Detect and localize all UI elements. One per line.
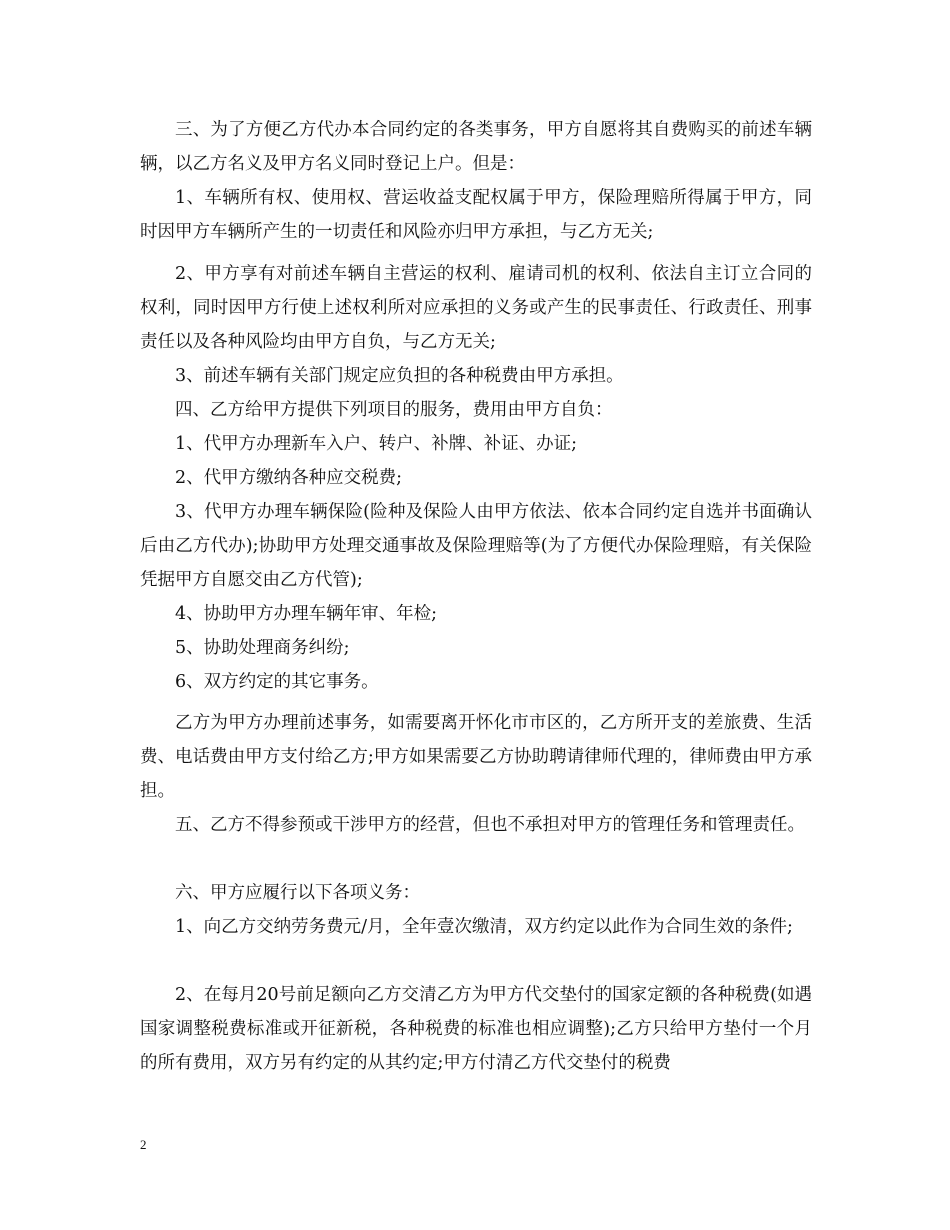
paragraph-clause-4-5: 5、协助处理商务纠纷;	[175, 638, 350, 658]
paragraph-clause-6-2: 2、在每月20号前足额向乙方交清乙方为甲方代交垫付的国家定额的各种税费(如遇国家调整税费标准或开征新税，各种税费的标准也相应调整);乙方只给甲方垫付一个月的所有费用，双方另有约定的从其约定;甲方付清乙方代交垫付的税费	[140, 985, 812, 1073]
paragraph-clause-4-1: 1、代甲方办理新车入户、转户、补牌、补证、办证;	[175, 434, 578, 454]
paragraph-clause-3-3: 3、前述车辆有关部门规定应负担的各种税费由甲方承担。	[175, 366, 624, 386]
paragraph-clause-4-6: 6、双方约定的其它事务。	[175, 672, 379, 692]
paragraph-clause-3: 三、为了方便乙方代办本合同约定的各类事务，甲方自愿将其自费购买的前述车辆辆，以乙方名义及甲方名义同时登记上户。但是：	[140, 120, 812, 174]
page-number: 2	[140, 1137, 147, 1152]
paragraph-clause-4-4: 4、协助甲方办理车辆年审、年检;	[175, 604, 438, 624]
paragraph-clause-4-3: 3、代甲方办理车辆保险(险种及保险人由甲方依法、依本合同约定自选并书面确认后由乙方代办);协助甲方处理交通事故及保险理赔等(为了方便代办保险理赔，有关保险凭据甲方自愿交由乙方代管);	[140, 502, 812, 590]
paragraph-clause-5: 五、乙方不得参预或干涉甲方的经营，但也不承担对甲方的管理任务和管理责任。	[175, 815, 805, 835]
paragraph-clause-4: 四、乙方给甲方提供下列项目的服务，费用由甲方自负：	[175, 400, 613, 420]
paragraph-clause-3-2: 2、甲方享有对前述车辆自主营运的权利、雇请司机的权利、依法自主订立合同的权利，同时因甲方行使上述权利所对应承担的义务或产生的民事责任、行政责任、刑事责任以及各种风险均由甲方自负，与乙方无关;	[140, 264, 812, 352]
paragraph-clause-6-1: 1、向乙方交纳劳务费元/月，全年壹次缴清，双方约定以此作为合同生效的条件;	[175, 917, 793, 937]
paragraph-clause-3-1: 1、车辆所有权、使用权、营运收益支配权属于甲方，保险理赔所得属于甲方，同时因甲方车辆所产生的一切责任和风险亦归甲方承担，与乙方无关;	[140, 188, 812, 242]
paragraph-clause-6: 六、甲方应履行以下各项义务：	[175, 883, 420, 903]
paragraph-clause-4-2: 2、代甲方缴纳各种应交税费;	[175, 468, 403, 488]
paragraph-expenses: 乙方为甲方办理前述事务，如需要离开怀化市市区的，乙方所开支的差旅费、生活费、电话费由甲方支付给乙方;甲方如果需要乙方协助聘请律师代理的，律师费由甲方承担。	[140, 713, 812, 801]
